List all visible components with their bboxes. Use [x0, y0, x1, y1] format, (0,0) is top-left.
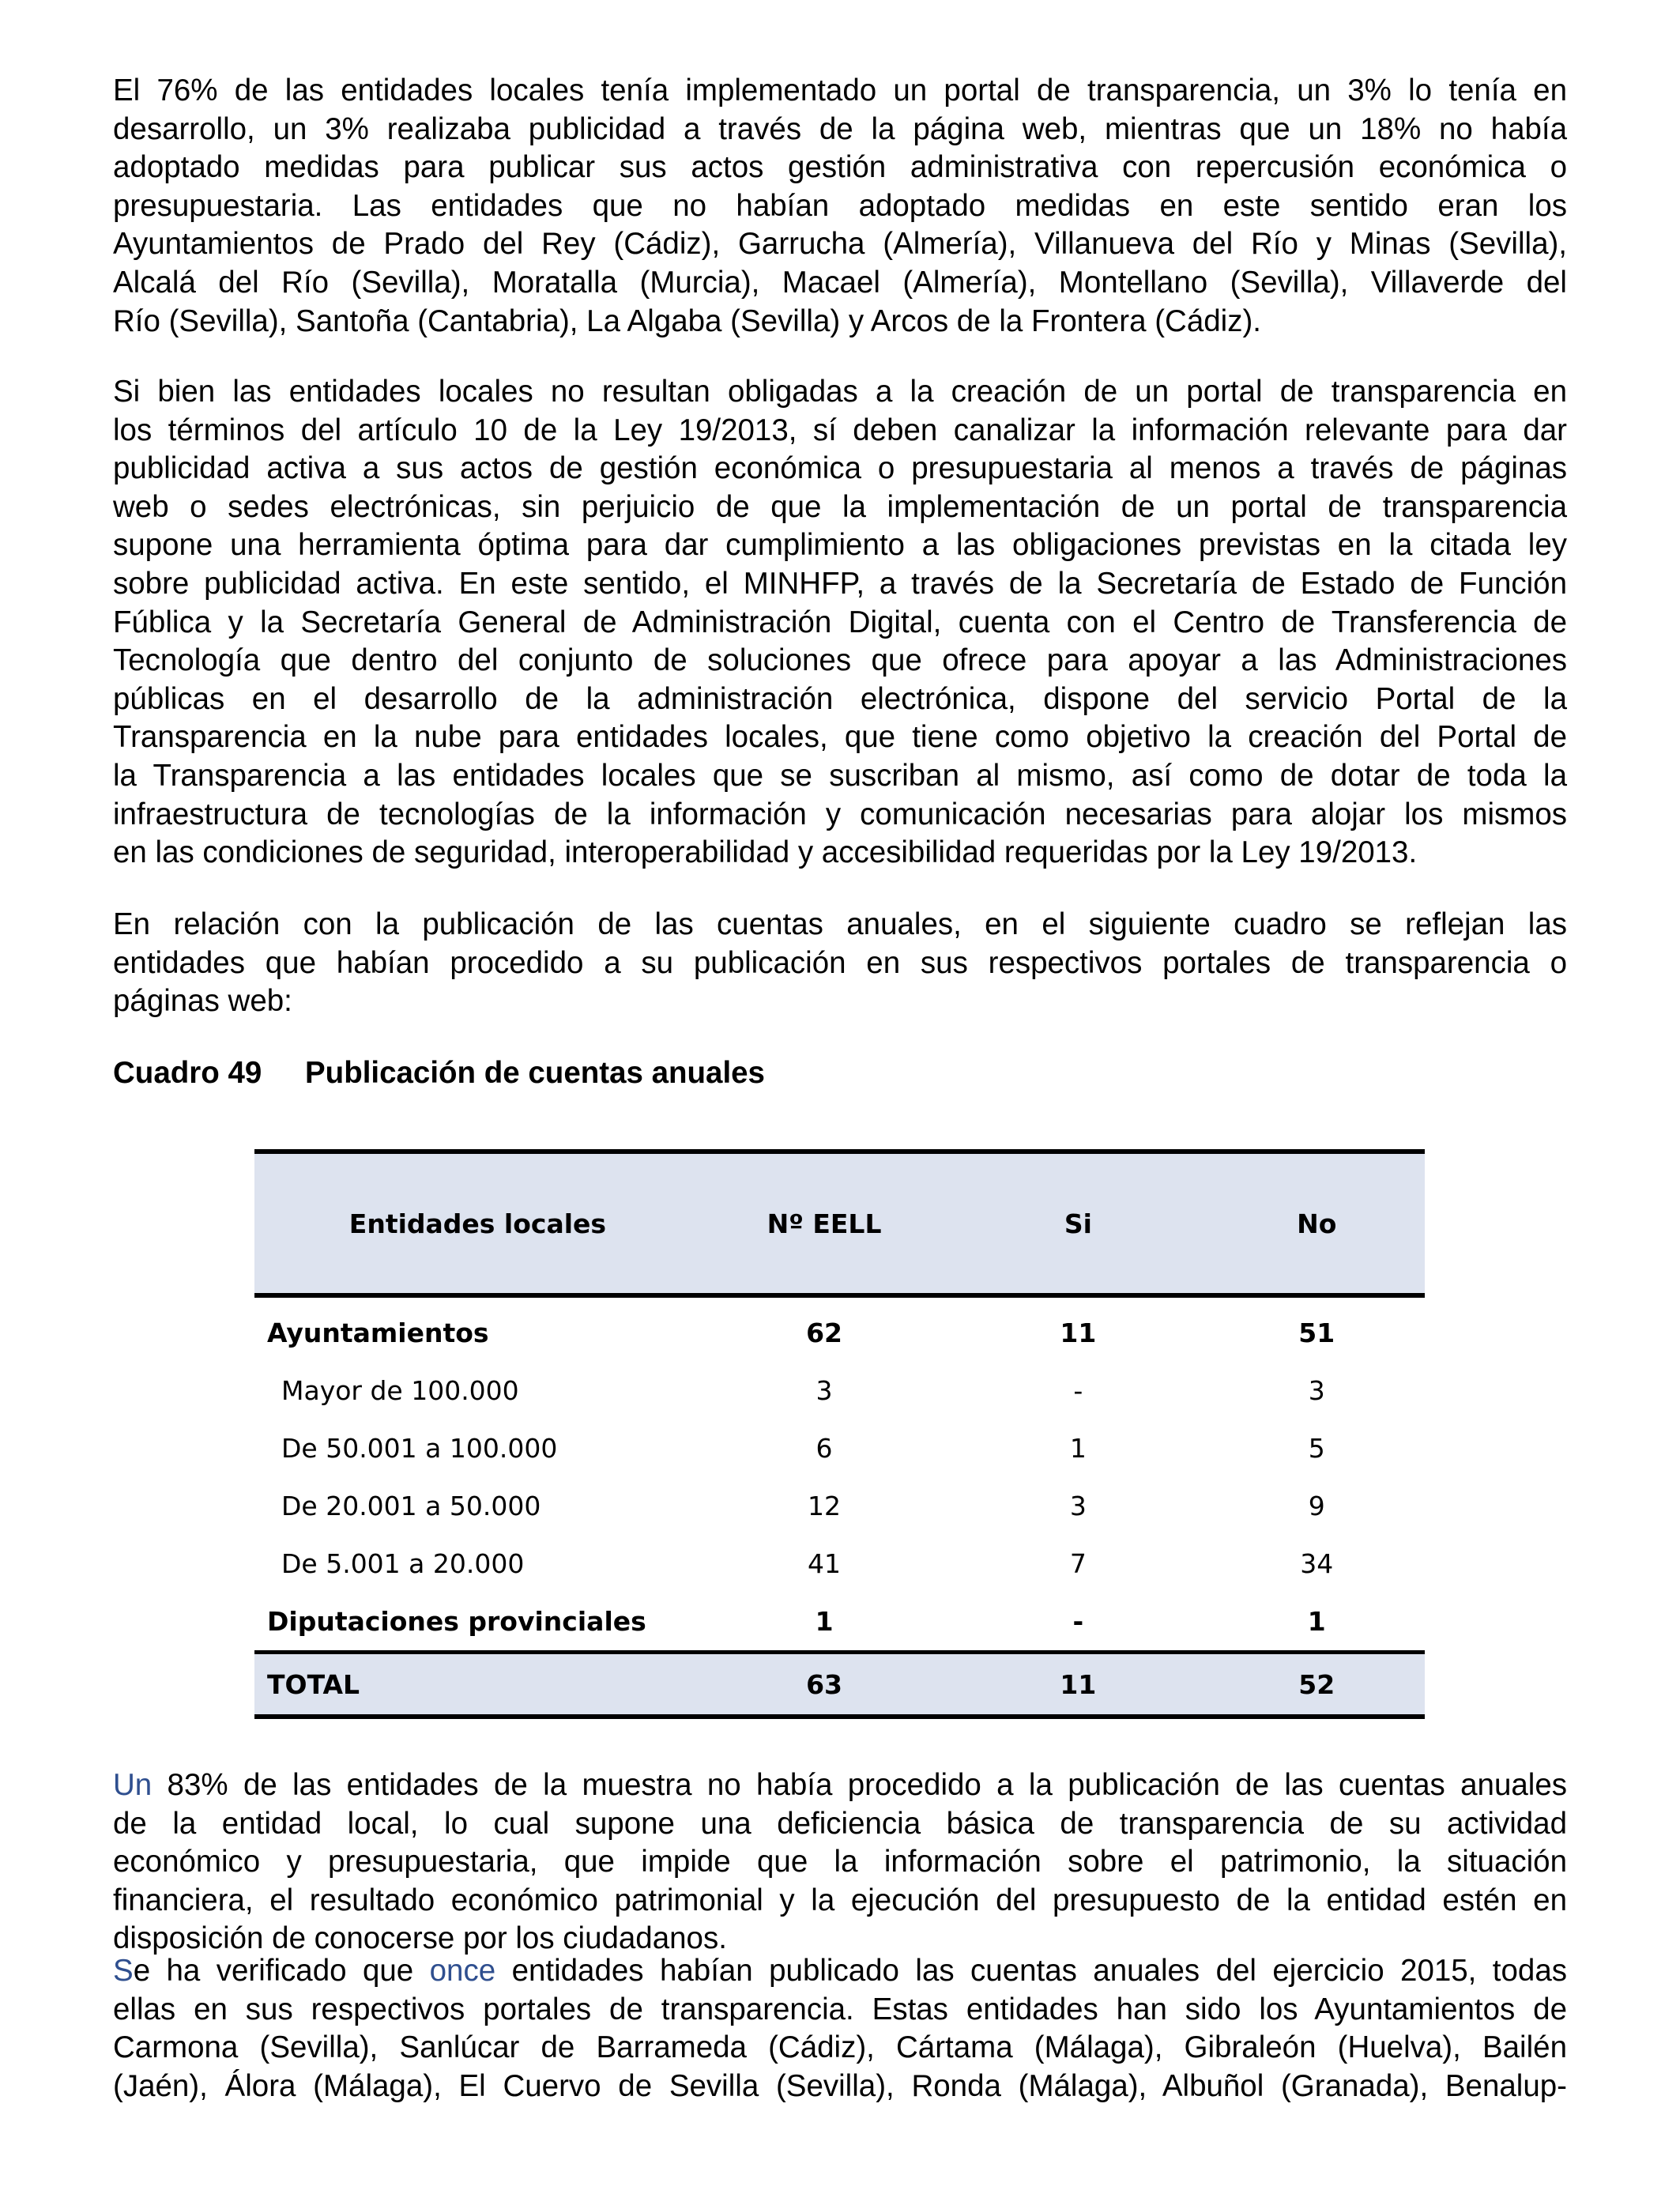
row-yes: 11	[1060, 1318, 1097, 1348]
header-entities: Entidades locales	[254, 1152, 701, 1295]
row-label: De 20.001 a 50.000	[281, 1491, 541, 1521]
accent-text: S	[113, 1954, 134, 1988]
text-line: Río (Sevilla), Santoña (Cantabria), La Algaba (Sevilla) y Arcos de la Frontera (Cádiz).	[113, 303, 1261, 338]
table-row	[254, 1593, 1425, 1653]
row-count: 6	[816, 1433, 833, 1464]
row-yes: -	[1072, 1606, 1084, 1637]
text-line: páginas web:	[113, 984, 292, 1019]
row-no: 1	[1307, 1606, 1326, 1637]
text-line: públicas en el desarrollo de la administración electrónica, dispone del servicio Portal de la	[113, 681, 1567, 716]
paragraph-legal-obligations	[113, 373, 1567, 873]
text-line: web o sedes electrónicas, sin perjuicio de que la implementación de un portal de transparencia	[113, 489, 1567, 524]
text-line: de la entidad local, lo cual supone una deficiencia básica de transparencia de su actividad	[113, 1806, 1567, 1841]
row-count: 62	[806, 1318, 843, 1348]
paragraph-publication-deficiency	[113, 1766, 1567, 1958]
paragraph-published-entities	[113, 1952, 1567, 2105]
row-no: 9	[1308, 1491, 1325, 1521]
text-fragment: 83% de las entidades de la muestra no había procedido a la publicación de las cuentas anuales	[152, 1768, 1567, 1802]
row-label: Ayuntamientos	[267, 1318, 489, 1348]
row-label: De 50.001 a 100.000	[281, 1433, 558, 1464]
text-line: desarrollo, un 3% realizaba publicidad a través de la página web, mientras que un 18% no había	[113, 111, 1567, 146]
text-line: los términos del artículo 10 de la Ley 19/2013, sí deben canalizar la información relevante para dar	[113, 413, 1567, 447]
text-line: ellas en sus respectivos portales de transparencia. Estas entidades han sido los Ayuntamientos de	[113, 1992, 1567, 2026]
total-no: 52	[1209, 1653, 1425, 1717]
row-count: 3	[816, 1375, 833, 1406]
text-line: en las condiciones de seguridad, interoperabilidad y accesibilidad requeridas por la Ley 19/2013.	[113, 835, 1418, 870]
text-line: supone una herramienta óptima para dar cumplimiento a las obligaciones previstas en la citada ley	[113, 528, 1567, 563]
row-yes: 1	[1069, 1433, 1087, 1464]
text-line: En relación con la publicación de las cuentas anuales, en el siguiente cuadro se reflejan las	[113, 907, 1567, 941]
text-line: Alcalá del Río (Sevilla), Moratalla (Murcia), Macael (Almería), Montellano (Sevilla), Villaverde del	[113, 265, 1567, 300]
text-line: económico y presupuestaria, que impide que la información sobre el patrimonio, la situación	[113, 1845, 1567, 1879]
text-line	[113, 1766, 1567, 1805]
row-label: Diputaciones provinciales	[267, 1606, 646, 1637]
text-line: publicidad activa a sus actos de gestión económica o presupuestaria al menos a través de páginas	[113, 451, 1567, 486]
text-line: presupuestaria. Las entidades que no habían adoptado medidas en este sentido eran los	[113, 188, 1567, 223]
text-fragment: e ha verificado que	[133, 1954, 430, 1988]
caption-number: Cuadro 49	[113, 1056, 262, 1090]
header-count: Nº EELL	[701, 1152, 947, 1295]
text-line: Tecnología que dentro del conjunto de soluciones que ofrece para apoyar a las Administraciones	[113, 643, 1567, 678]
text-line: infraestructura de tecnologías de la información y comunicación necesarias para alojar los mismos	[113, 797, 1567, 831]
total-label: TOTAL	[254, 1653, 701, 1717]
text-line: entidades que habían procedido a su publicación en sus respectivos portales de transparencia o	[113, 945, 1567, 980]
paragraph-portal-implementation	[113, 72, 1567, 341]
row-no: 3	[1308, 1375, 1325, 1406]
header-yes: Si	[947, 1152, 1208, 1295]
row-label: Mayor de 100.000	[281, 1375, 519, 1406]
paragraph-table-intro	[113, 906, 1567, 1021]
text-line: (Jaén), Álora (Málaga), El Cuervo de Sevilla (Sevilla), Ronda (Málaga), Albuñol (Granada), Benalup-	[113, 2068, 1567, 2103]
text-line: Si bien las entidades locales no resultan obligadas a la creación de un portal de transparencia en	[113, 375, 1567, 409]
total-count: 63	[701, 1653, 947, 1717]
row-count: 12	[808, 1491, 842, 1521]
table-caption	[113, 1056, 765, 1091]
text-line: financiera, el resultado económico patrimonial y la ejecución del presupuesto de la entidad estén en	[113, 1883, 1567, 1917]
row-no: 51	[1298, 1318, 1335, 1348]
text-line: disposición de conocerse por los ciudadanos.	[113, 1921, 727, 1956]
table-header-row	[254, 1152, 1425, 1295]
text-line	[113, 1952, 1567, 1991]
table-total-row	[254, 1653, 1425, 1717]
table-row	[254, 1535, 1425, 1593]
text-line: sobre publicidad activa. En este sentido, el MINHFP, a través de la Secretaría de Estado de Función	[113, 566, 1567, 601]
caption-title: Publicación de cuentas anuales	[305, 1056, 765, 1090]
row-yes: 7	[1069, 1548, 1087, 1579]
text-line: Ayuntamientos de Prado del Rey (Cádiz), Garrucha (Almería), Villanueva del Río y Minas (Sevilla),	[113, 227, 1567, 262]
table-row	[254, 1295, 1425, 1362]
text-line: Transparencia en la nube para entidades locales, que tiene como objetivo la creación del Portal de	[113, 720, 1567, 755]
total-yes: 11	[947, 1653, 1208, 1717]
text-line: adoptado medidas para publicar sus actos gestión administrativa con repercusión económica o	[113, 150, 1567, 185]
row-label: De 5.001 a 20.000	[281, 1548, 525, 1579]
accent-text: Un	[113, 1768, 153, 1802]
row-no: 34	[1300, 1548, 1334, 1579]
accent-text: once	[429, 1954, 496, 1988]
table-row	[254, 1419, 1425, 1477]
row-count: 1	[815, 1606, 834, 1637]
row-yes: -	[1073, 1375, 1083, 1406]
row-yes: 3	[1069, 1491, 1087, 1521]
text-fragment: entidades habían publicado las cuentas anuales del ejercicio 2015, todas	[495, 1954, 1567, 1988]
header-no: No	[1209, 1152, 1425, 1295]
text-line: El 76% de las entidades locales tenía implementado un portal de transparencia, un 3% lo tenía en	[113, 74, 1567, 107]
text-line: la Transparencia a las entidades locales que se suscriban al mismo, así como de dotar de toda la	[113, 758, 1567, 793]
text-line: Fública y la Secretaría General de Administración Digital, cuenta con el Centro de Transferencia de	[113, 605, 1567, 639]
text-line: Carmona (Sevilla), Sanlúcar de Barrameda (Cádiz), Cártama (Málaga), Gibraleón (Huelva), Bailén	[113, 2030, 1567, 2065]
row-count: 41	[808, 1548, 842, 1579]
annual-accounts-table	[254, 1149, 1425, 1719]
table-row	[254, 1477, 1425, 1535]
row-no: 5	[1308, 1433, 1325, 1464]
table-row	[254, 1362, 1425, 1419]
